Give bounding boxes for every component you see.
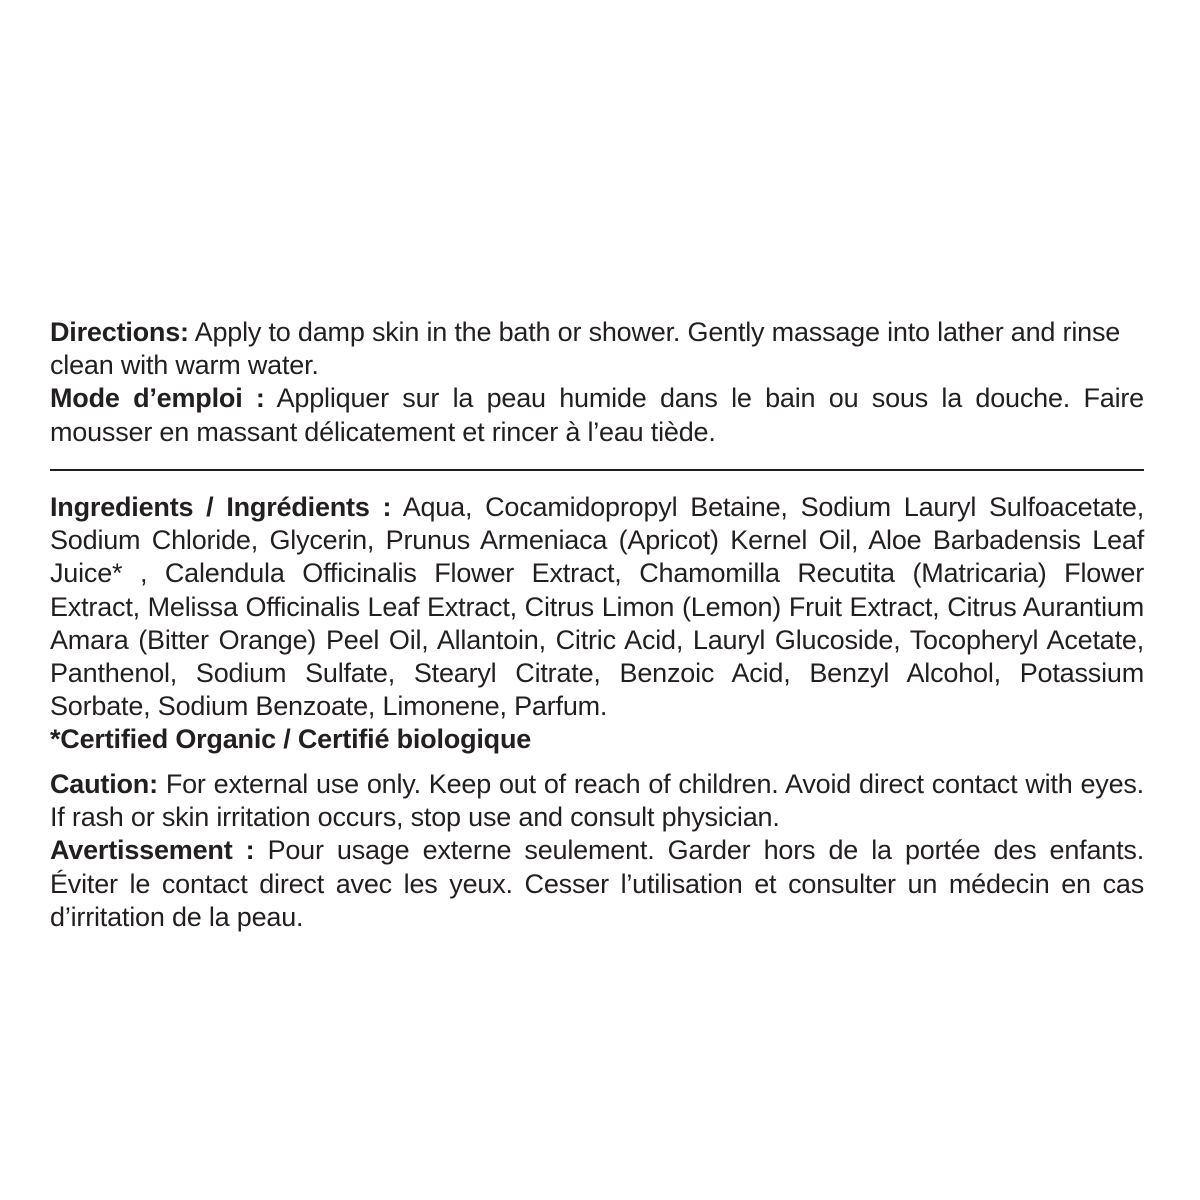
ingredients-heading: Ingredients / Ingrédients : <box>50 492 392 522</box>
directions-en-text: Apply to damp skin in the bath or shower. Gently massage into lather and rinse clean with warm water. <box>50 317 1121 381</box>
directions-fr <box>50 382 1144 448</box>
certified-organic-text: *Certified Organic / Certifié biologique <box>50 724 532 755</box>
ingredients-text: Aqua, Cocamidopropyl Betaine, Sodium Lauryl Sulfoacetate, Sodium Chloride, Glycerin, Prunus Armeniaca (Apricot) Kernel Oil, Aloe Barbadensis Leaf Juice* , Calendula Officinalis Flower Extract, Chamomilla Recutita (Matricaria) Flower Extract, Melissa Officinalis Leaf Extract, Citrus Limon (Lemon) Fruit Extract, Citrus Aurantium Amara (Bitter Orange) Peel Oil, Allantoin, Citric Acid, Lauryl Glucoside, Tocopheryl Acetate, Panthenol, Sodium Sulfate, Stearyl Citrate, Benzoic Acid, Benzyl Alcohol, Potassium Sorbate, Sodium Benzoate, Limonene, Parfum. <box>50 492 1145 722</box>
directions-section <box>50 316 1144 449</box>
ingredients-list <box>50 491 1144 723</box>
section-divider <box>50 469 1144 471</box>
caution-fr-heading: Avertissement : <box>50 835 255 866</box>
directions-fr-heading: Mode d’emploi : <box>50 383 265 414</box>
caution-en-heading: Caution: <box>50 769 158 799</box>
caution-section <box>50 768 1144 934</box>
certified-organic-note <box>50 723 1144 756</box>
directions-en <box>50 316 1144 382</box>
caution-en-text: For external use only. Keep out of reach of children. Avoid direct contact with eyes. If rash or skin irritation occurs, stop use and consult physician. <box>50 769 1144 833</box>
caution-en <box>50 768 1144 834</box>
directions-en-heading: Directions: <box>50 317 189 347</box>
caution-fr-text: Pour usage externe seulement. Garder hors de la portée des enfants. Éviter le contact direct avec les yeux. Cesser l’utilisation et consulter un médecin en cas d’irritation de la peau. <box>50 835 1144 932</box>
ingredients-section <box>50 491 1144 757</box>
directions-fr-text: Appliquer sur la peau humide dans le bain ou sous la douche. Faire mousser en massant délicatement et rincer à l’eau tiède. <box>50 383 1145 447</box>
caution-fr <box>50 834 1144 934</box>
